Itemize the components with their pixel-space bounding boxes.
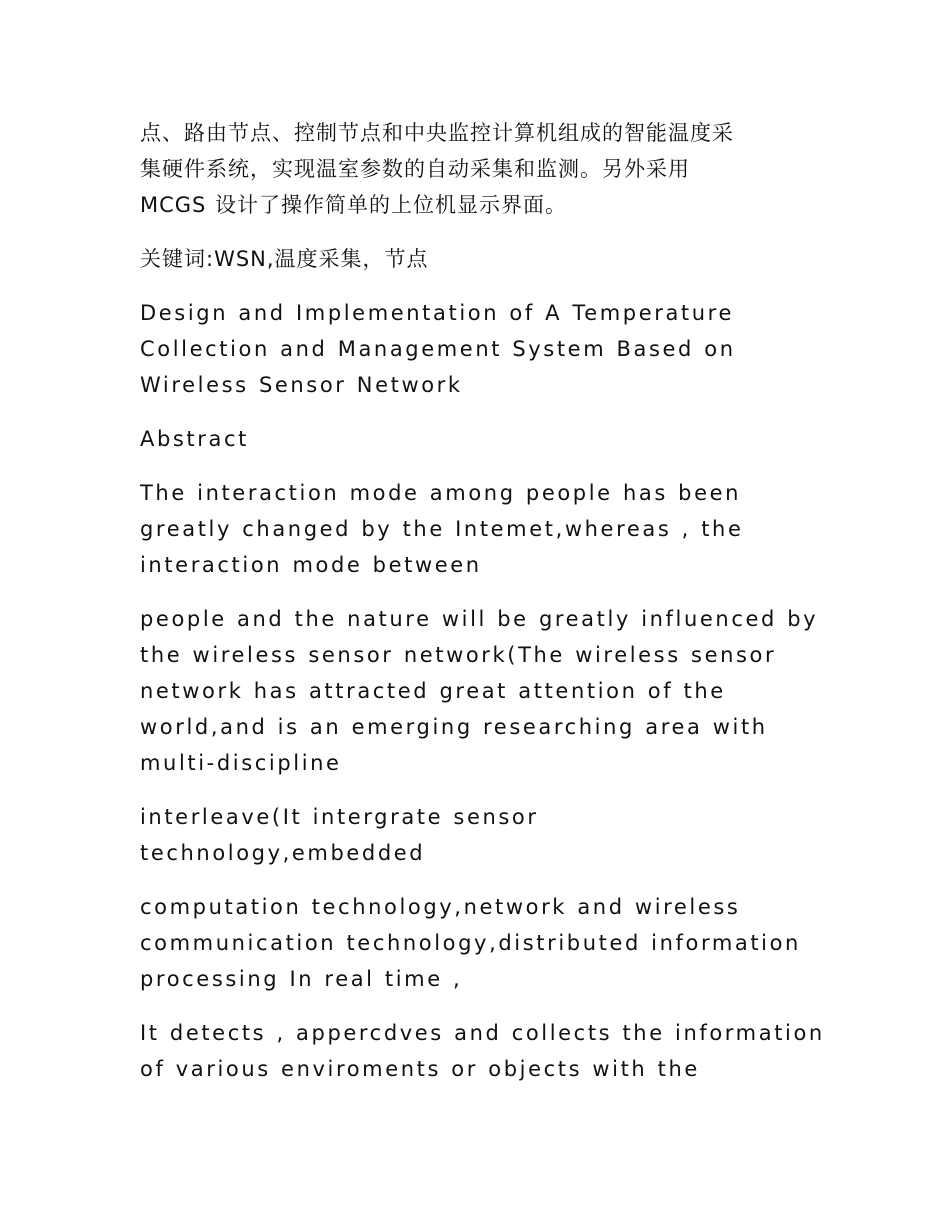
english-title (140, 295, 820, 403)
title-line: Wireless Sensor Network (140, 373, 463, 397)
text-line: interleave(It intergrate sensor (140, 805, 539, 829)
body-paragraph (140, 1015, 825, 1087)
text-line: The interaction mode among people has been (140, 481, 742, 505)
text-line: greatly changed by the Intemet,whereas , the (140, 517, 744, 541)
text-line: 集硬件系统，实现温室参数的自动采集和监测。另外采用 (140, 157, 690, 181)
text-line: of various enviroments or objects with the (140, 1057, 700, 1081)
title-line: Design and Implementation of A Temperature (140, 301, 734, 325)
text-line: MCGS 设计了操作简单的上位机显示界面。 (140, 193, 568, 217)
title-line: Collection and Management System Based on (140, 337, 736, 361)
body-paragraph (140, 889, 820, 997)
text-line: people and the nature will be greatly influenced by (140, 607, 819, 631)
text-line: multi-discipline (140, 751, 342, 775)
body-paragraph (140, 799, 820, 871)
text-line: the wireless sensor network(The wireless sensor (140, 643, 777, 667)
text-line: computation technology,network and wireless (140, 895, 741, 919)
heading-line: Abstract (140, 427, 249, 451)
body-paragraph (140, 475, 820, 583)
keywords-line: 关键词:WSN,温度采集，节点 (140, 247, 429, 271)
keywords-paragraph (140, 241, 820, 277)
text-line: technology,embedded (140, 841, 426, 865)
text-line: network has attracted great attention of the (140, 679, 726, 703)
abstract-chinese-paragraph (140, 115, 820, 223)
text-line: interaction mode between (140, 553, 482, 577)
document-body (140, 115, 825, 1105)
text-line: world,and is an emerging researching area with (140, 715, 768, 739)
text-line: It detects , appercdves and collects the information (140, 1021, 825, 1045)
text-line: processing In real time , (140, 967, 463, 991)
text-line: communication technology,distributed information (140, 931, 801, 955)
text-line: 点、路由节点、控制节点和中央监控计算机组成的智能温度采 (140, 121, 734, 145)
body-paragraph (140, 601, 820, 781)
abstract-heading (140, 421, 820, 457)
